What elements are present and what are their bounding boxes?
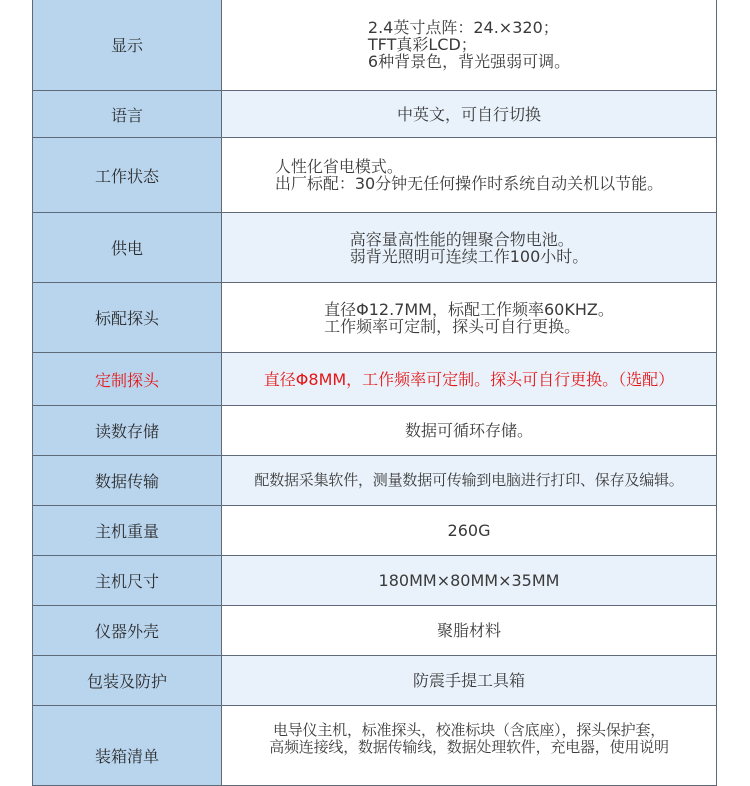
spec-label: 标配探头 (33, 283, 222, 353)
spec-label: 主机重量 (33, 506, 222, 556)
spec-row-power (33, 213, 717, 283)
spec-row-housing (33, 606, 717, 656)
spec-value-line: 弱背光照明可连续工作100小时。 (349, 246, 589, 266)
spec-label: 主机尺寸 (33, 556, 222, 606)
spec-value (222, 656, 717, 706)
spec-row-dimensions (33, 556, 717, 606)
spec-value-line: TFT真彩LCD； (367, 35, 477, 54)
spec-value-line: 260G (447, 521, 491, 540)
spec-value (222, 138, 717, 213)
spec-value-line: 人性化省电模式。 (274, 157, 403, 176)
spec-label: 数据传输 (33, 456, 222, 506)
spec-label: 供电 (33, 213, 222, 283)
spec-value-line: 出厂标配：30分钟无任何操作时系统自动关机以节能。 (274, 174, 664, 193)
spec-value (222, 283, 717, 353)
spec-row-data-transfer (33, 456, 717, 506)
spec-value (222, 706, 717, 786)
spec-value (222, 91, 717, 138)
spec-value-line: 6种背景色，背光强弱可调。 (367, 52, 571, 71)
spec-value-line: 配数据采集软件，测量数据可传输到电脑进行打印、保存及编辑。 (254, 471, 684, 489)
spec-value (222, 0, 717, 91)
spec-label: 读数存储 (33, 406, 222, 456)
spec-table (32, 0, 717, 786)
spec-value (222, 506, 717, 556)
spec-label: 显示 (33, 0, 222, 91)
spec-value-line: 防震手提工具箱 (412, 671, 525, 690)
spec-value (222, 213, 717, 283)
spec-value-line: 高容量高性能的锂聚合物电池。 (349, 229, 574, 249)
spec-label: 工作状态 (33, 138, 222, 213)
spec-row-work-status (33, 138, 717, 213)
spec-value-line: 数据可循环存储。 (404, 421, 533, 440)
spec-label: 装箱清单 (33, 706, 222, 786)
spec-label: 定制探头 (33, 353, 222, 406)
spec-label: 包装及防护 (33, 656, 222, 706)
spec-label: 语言 (33, 91, 222, 138)
spec-row-custom-probe (33, 353, 717, 406)
spec-value-line: 聚脂材料 (436, 621, 501, 640)
spec-value (222, 353, 717, 406)
spec-value (222, 406, 717, 456)
spec-value-line: 工作频率可定制，探头可自行更换。 (324, 316, 581, 336)
spec-row-weight (33, 506, 717, 556)
spec-value-line: 直径Φ8MM，工作频率可定制。探头可自行更换。（选配） (263, 369, 675, 389)
spec-value-line: 180MM×80MM×35MM (378, 571, 560, 590)
spec-row-packaging (33, 656, 717, 706)
spec-value-line: 高频连接线，数据传输线，数据处理软件，充电器，使用说明 (269, 738, 669, 756)
spec-value-line: 2.4英寸点阵：24.×320； (367, 18, 559, 37)
spec-value-line: 中英文，可自行切换 (396, 104, 541, 124)
spec-value-line: 直径Φ12.7MM，标配工作频率60KHZ。 (324, 299, 614, 319)
spec-value (222, 556, 717, 606)
spec-value-line: 电导仪主机，标准探头，校准标块（含底座），探头保护套， (272, 721, 666, 739)
spec-row-language (33, 91, 717, 138)
spec-value (222, 606, 717, 656)
spec-value (222, 456, 717, 506)
spec-label: 仪器外壳 (33, 606, 222, 656)
spec-row-display (33, 0, 717, 91)
spec-row-packing-list (33, 706, 717, 786)
spec-row-storage (33, 406, 717, 456)
spec-row-standard-probe (33, 283, 717, 353)
